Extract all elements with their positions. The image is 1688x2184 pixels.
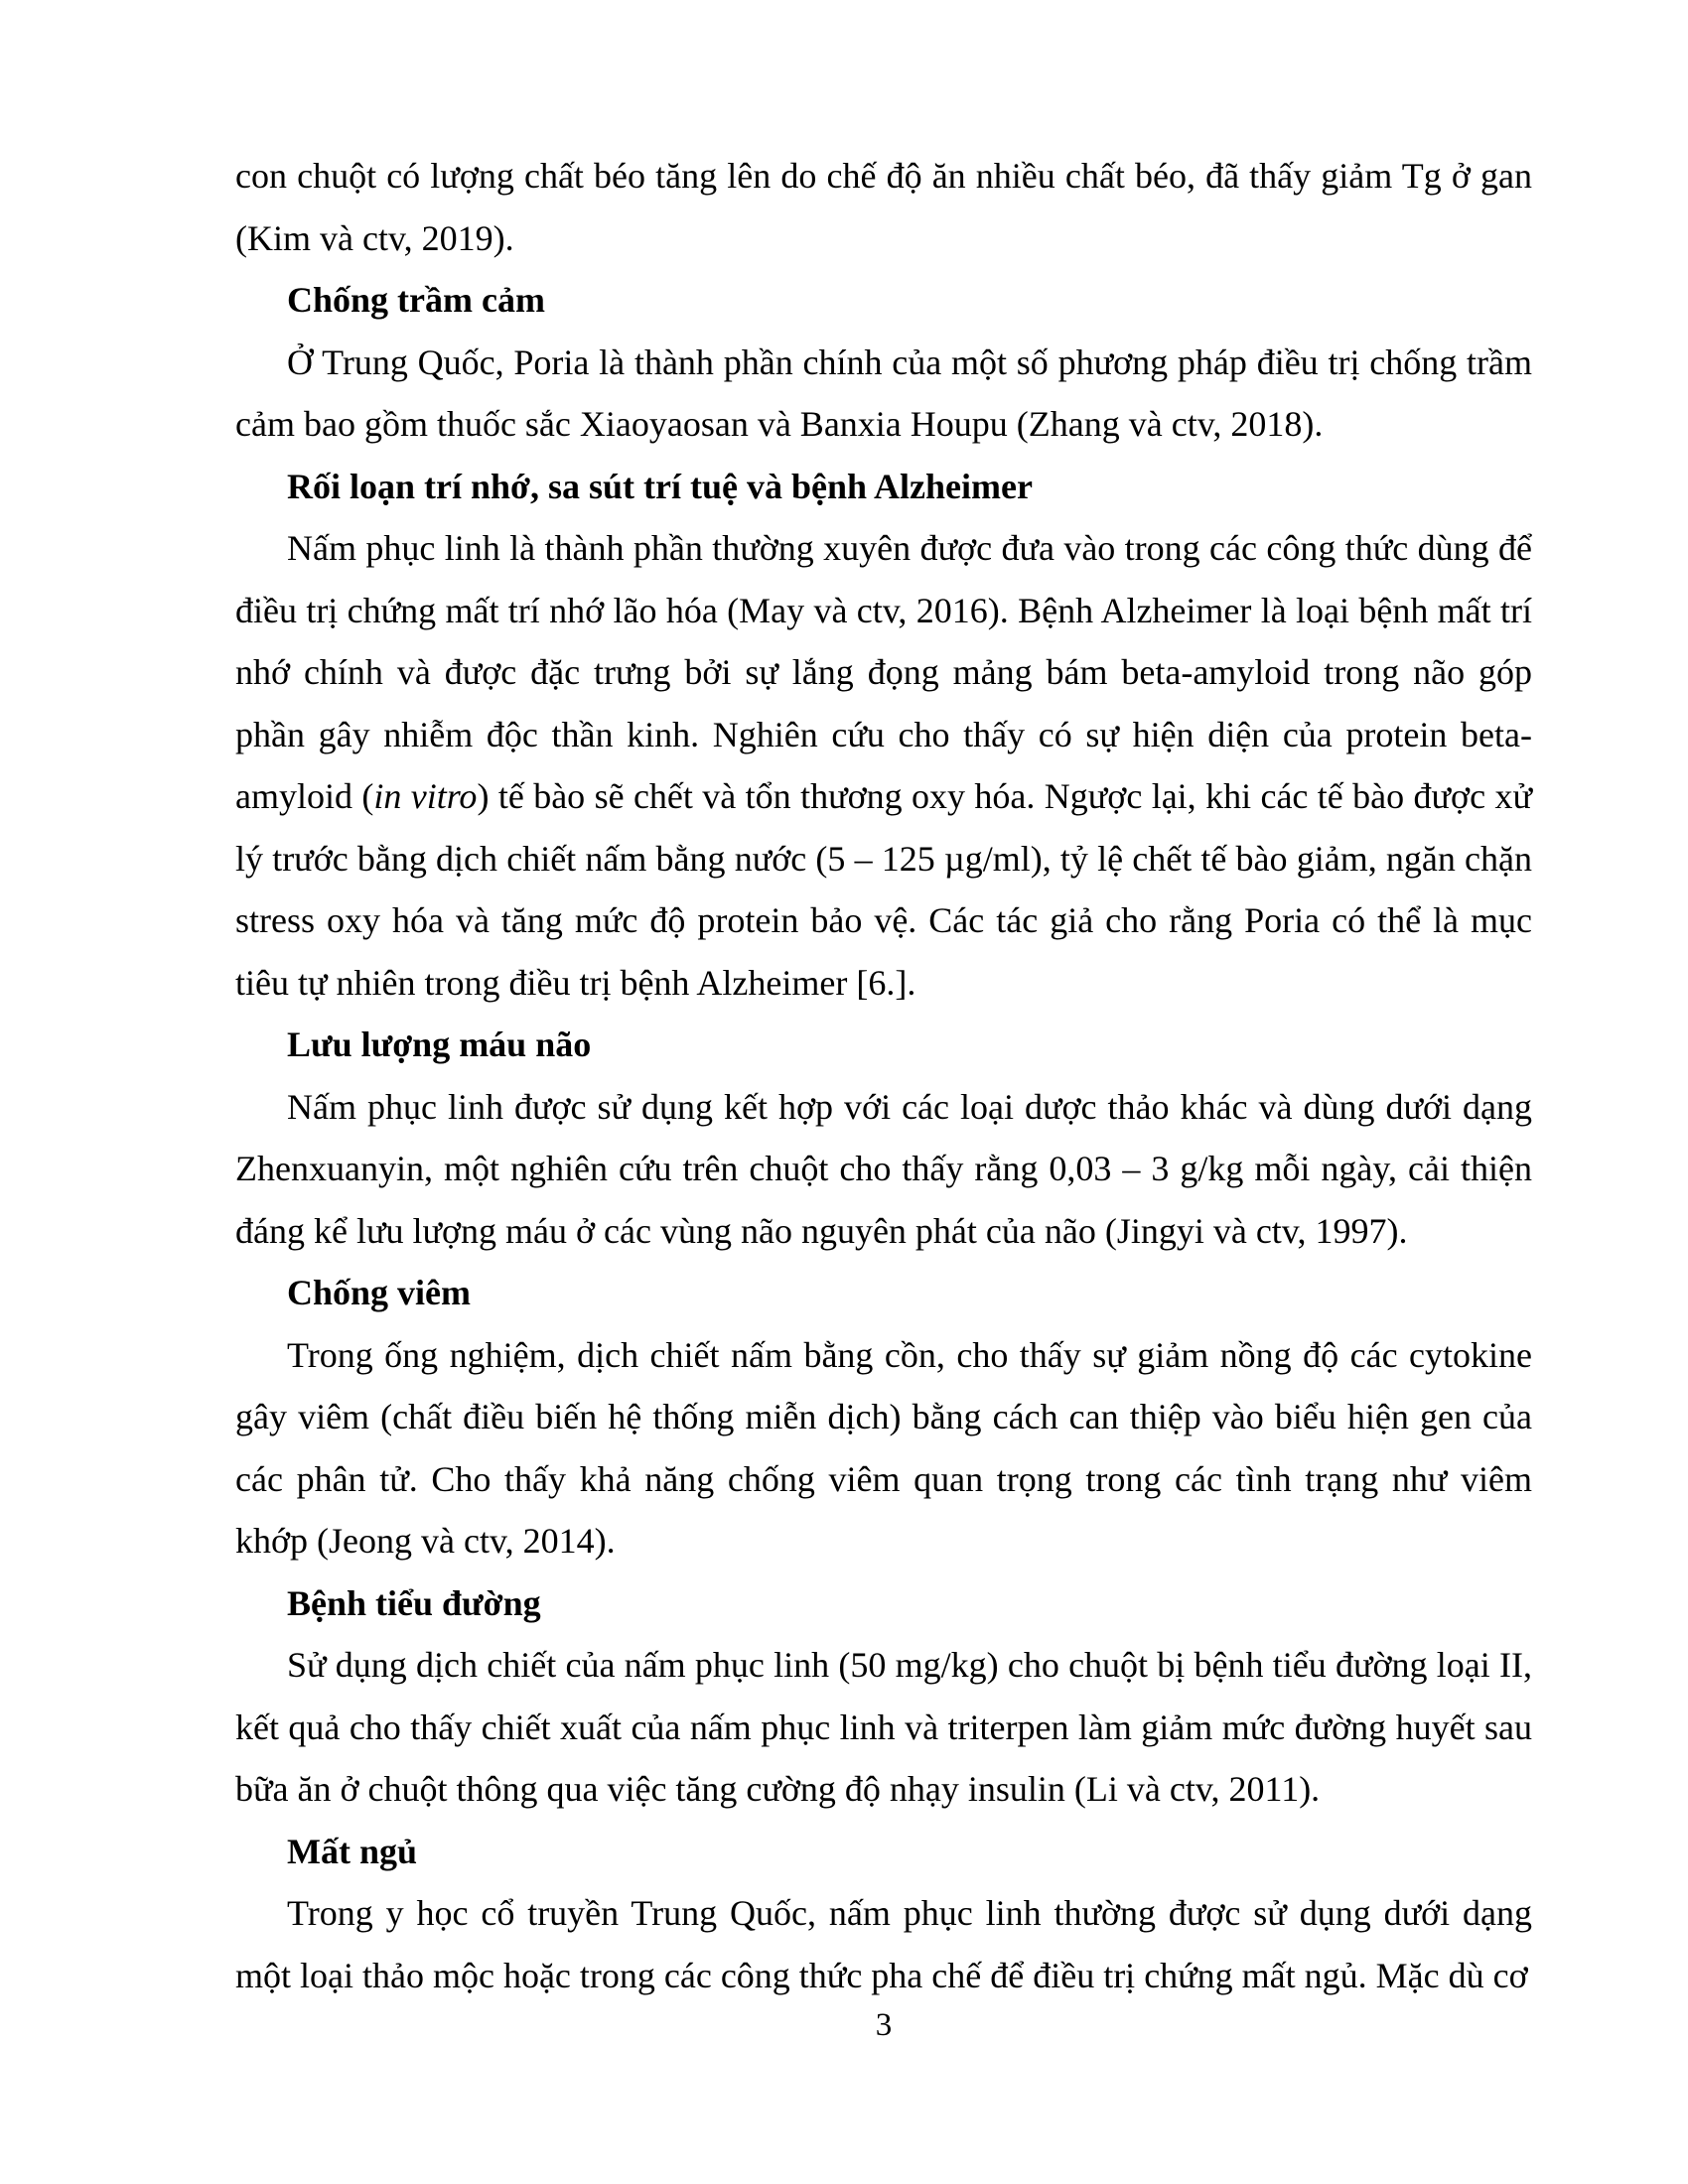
paragraph: Sử dụng dịch chiết của nấm phục linh (50 mg/kg) cho chuột bị bệnh tiểu đường loại II, kết quả cho thấy chiết xuất của nấm phục linh và triterpen làm giảm mức đường huyết sau bữa ăn ở chuột thông qua việc tăng cường độ nhạy insulin (Li và ctv, 2011). — [235, 1645, 1532, 1809]
paragraph-continuation: con chuột có lượng chất béo tăng lên do chế độ ăn nhiều chất béo, đã thấy giảm Tg ở gan (Kim và ctv, 2019). — [235, 156, 1532, 258]
section-heading-benh-tieu-duong: Bệnh tiểu đường — [287, 1582, 541, 1623]
section-heading-chong-tram-cam: Chống trầm cảm — [287, 280, 545, 320]
paragraph: Trong ống nghiệm, dịch chiết nấm bằng cồn, cho thấy sự giảm nồng độ các cytokine gây viêm (chất điều biến hệ thống miễn dịch) bằng cách can thiệp vào biểu hiện gen của các phân tử. Cho thấy khả năng chống viêm quan trọng trong các tình trạng như viêm khớp (Jeong và ctv, 2014). — [235, 1334, 1532, 1561]
italic-term: in vitro — [373, 776, 478, 816]
section-heading-roi-loan-tri-nho: Rối loạn trí nhớ, sa sút trí tuệ và bệnh Alzheimer — [287, 466, 1033, 506]
paragraph: Ở Trung Quốc, Poria là thành phần chính của một số phương pháp điều trị chống trầm cảm bao gồm thuốc sắc Xiaoyaosan và Banxia Houpu (Zhang và ctv, 2018). — [235, 341, 1532, 444]
paragraph-text: Nấm phục linh là thành phần thường xuyên được đưa vào trong các công thức dùng để điều trị chứng mất trí nhớ lão hóa (May và ctv, 2016). Bệnh Alzheimer là loại bệnh mất trí nhớ chính và được đặc trưng bởi sự lắng đọng mảng bám beta-amyloid trong não góp phần gây nhiễm độc thần kinh. Nghiên cứu cho thấy có sự hiện diện của protein beta-amyloid ( — [235, 528, 1532, 816]
page-body — [235, 145, 1532, 2006]
section-heading-chong-viem: Chống viêm — [287, 1273, 472, 1312]
section-heading-luu-luong-mau-nao: Lưu lượng máu não — [287, 1024, 592, 1064]
page-number: 3 — [875, 2007, 893, 2043]
section-heading-mat-ngu: Mất ngủ — [287, 1831, 418, 1871]
paragraph — [235, 517, 1532, 1014]
paragraph-text: ) tế bào sẽ chết và tổn thương oxy hóa. Ngược lại, khi các tế bào được xử lý trước bằng dịch chiết nấm bằng nước (5 – 125 µg/ml), tỷ lệ chết tế bào giảm, ngăn chặn stress oxy hóa và tăng mức độ protein bảo vệ. Các tác giả cho rằng Poria có thể là mục tiêu tự nhiên trong điều trị bệnh Alzheimer [6.]. — [235, 776, 1532, 1003]
paragraph: Nấm phục linh được sử dụng kết hợp với các loại dược thảo khác và dùng dưới dạng Zhenxuanyin, một nghiên cứu trên chuột cho thấy rằng 0,03 – 3 g/kg mỗi ngày, cải thiện đáng kể lưu lượng máu ở các vùng não nguyên phát của não (Jingyi và ctv, 1997). — [235, 1086, 1532, 1251]
paragraph: Trong y học cổ truyền Trung Quốc, nấm phục linh thường được sử dụng dưới dạng một loại thảo mộc hoặc trong các công thức pha chế để điều trị chứng mất ngủ. Mặc dù cơ — [235, 1893, 1532, 1995]
